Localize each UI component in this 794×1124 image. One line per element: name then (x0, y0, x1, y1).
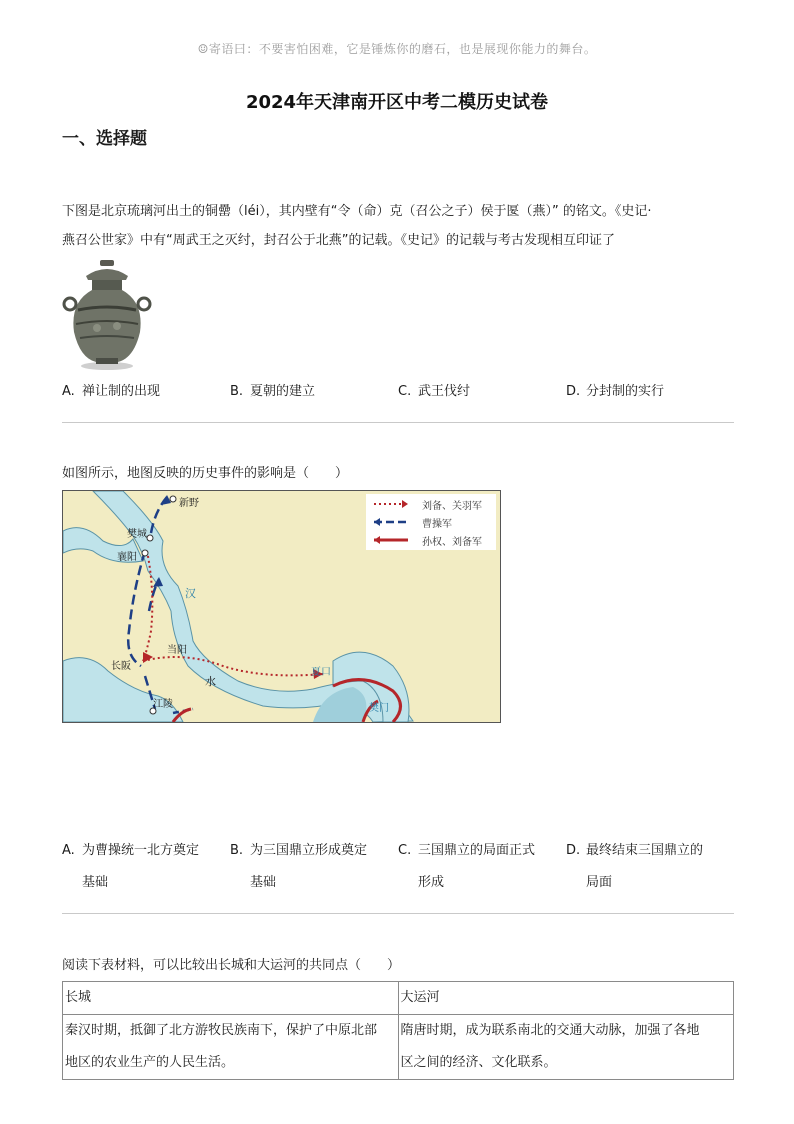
legend-caocao: 曹操军 (422, 519, 452, 530)
divider (62, 913, 734, 914)
option-text: 禅让制的出现 (82, 384, 161, 399)
option-label: B. (230, 843, 244, 858)
place-shui: 水 (205, 675, 216, 688)
question-1-line-2: 燕召公世家》中有“周武王之灭纣，封召公于北燕”的记载。《史记》的记载与考古发现相互印证了 (62, 233, 615, 248)
bronze-lei-vessel-image (62, 258, 152, 372)
q1-option-b[interactable] (230, 376, 315, 408)
legend-sunquan: 孙权、刘备军 (422, 537, 482, 548)
q2-option-c[interactable] (398, 835, 535, 899)
comparison-table (62, 981, 734, 1080)
question-1-text (62, 197, 738, 255)
table-header-row (63, 982, 734, 1015)
option-text-line-1: 三国鼎立的局面正式 (418, 843, 536, 858)
place-changban: 长阪 (111, 661, 131, 672)
option-label: B. (230, 384, 244, 399)
option-text-line-1: 为三国鼎立形成奠定 (250, 843, 368, 858)
divider (62, 422, 734, 423)
table-header-grand-canal: 大运河 (398, 982, 734, 1015)
q2-option-a[interactable] (62, 835, 199, 899)
historical-map (62, 490, 501, 723)
option-text-line-2: 形成 (418, 875, 445, 890)
option-label: D. (566, 843, 581, 858)
option-text: 夏朝的建立 (250, 384, 316, 399)
option-text-line-1: 为曹操统一北方奠定 (82, 843, 200, 858)
option-label: A. (62, 384, 75, 399)
option-text-line-2: 基础 (82, 875, 109, 890)
cell-line-1: 隋唐时期，成为联系南北的交通大动脉，加强了各地 (400, 1023, 700, 1038)
question-3-text: 阅读下表材料，可以比较出长城和大运河的共同点（ ） (62, 958, 401, 973)
section-title: 一、选择题 (62, 129, 147, 149)
place-xiakou: 夏口 (311, 667, 331, 678)
motto-banner: ☺寄语曰：不要害怕困难，它是锤炼你的磨石，也是展现你能力的舞台。 (197, 42, 597, 56)
place-xiangyang: 襄阳 (117, 552, 137, 563)
option-label: A. (62, 843, 75, 858)
q1-option-d[interactable] (566, 376, 664, 408)
page-title: 2024年天津南开区中考二模历史试卷 (245, 92, 549, 113)
option-text-line-2: 基础 (250, 875, 277, 890)
option-label: C. (398, 843, 412, 858)
q2-option-b[interactable] (230, 835, 367, 899)
cell-line-2: 区之间的经济、文化联系。 (400, 1055, 557, 1070)
table-row (63, 1015, 734, 1080)
question-1-line-1: 下图是北京琉璃河出土的铜罍（léi），其内壁有“令（命）克（召公之子）侯于匽（燕）” 的铭文。《史记· (62, 204, 652, 219)
place-jiangling: 江陵 (153, 699, 173, 710)
cell-line-1: 秦汉时期，抵御了北方游牧民族南下，保护了中原北部 (65, 1023, 378, 1038)
option-text-line-2: 局面 (586, 875, 613, 890)
map-legend (366, 494, 496, 550)
option-text-line-1: 最终结束三国鼎立的 (586, 843, 704, 858)
table-cell-great-wall (63, 1015, 399, 1080)
option-label: D. (566, 384, 581, 399)
place-xinye: 新野 (179, 498, 199, 509)
place-fancheng: 樊城 (127, 529, 147, 540)
option-label: C. (398, 384, 412, 399)
place-dangyang: 当阳 (167, 645, 187, 656)
q1-option-c[interactable] (398, 376, 470, 408)
table-cell-grand-canal (398, 1015, 734, 1080)
option-text: 武王伐纣 (418, 384, 471, 399)
question-2-text: 如图所示，地图反映的历史事件的影响是（ ） (62, 466, 349, 481)
cell-line-2: 地区的农业生产的人民生活。 (65, 1055, 235, 1070)
q2-option-d[interactable] (566, 835, 703, 899)
legend-liubei: 刘备、关羽军 (422, 501, 482, 512)
q1-option-a[interactable] (62, 376, 160, 408)
place-fanmen: 樊门 (369, 703, 389, 714)
option-text: 分封制的实行 (586, 384, 665, 399)
table-header-great-wall: 长城 (63, 982, 399, 1015)
place-han: 汉 (185, 587, 196, 600)
